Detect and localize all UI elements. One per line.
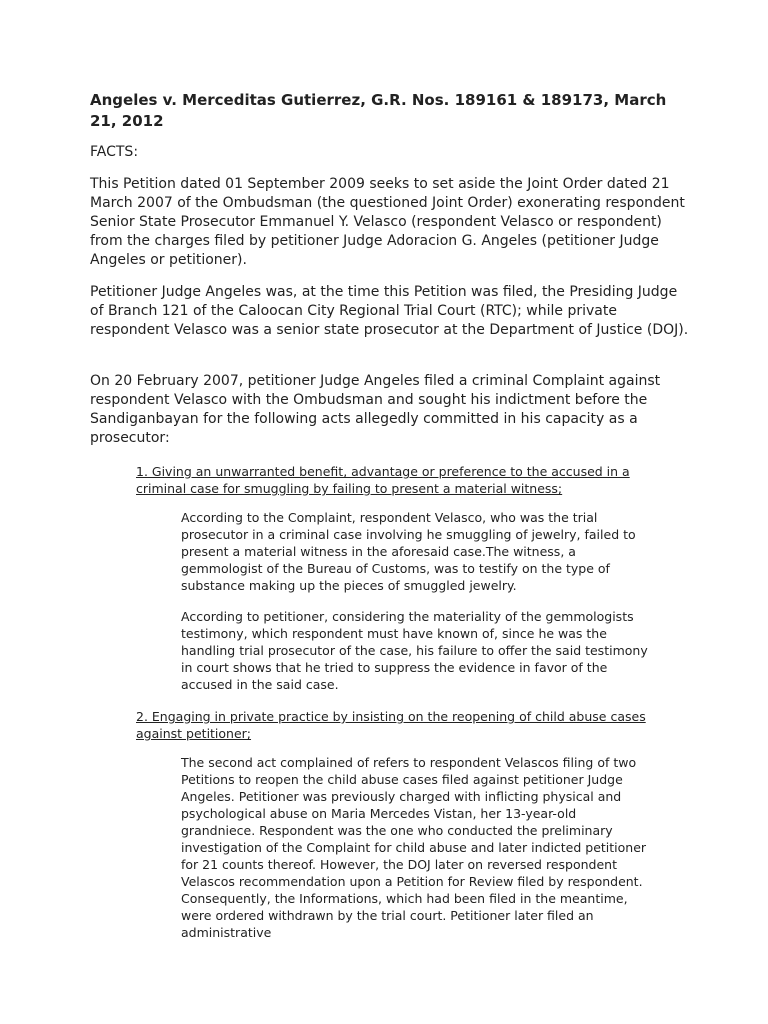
- facts-heading: FACTS:: [90, 144, 139, 160]
- item-heading-1: 1. Giving an unwarranted benefit, advantage or preference to the accused in a criminal case for smuggling by failing to present a material witness;: [136, 464, 630, 496]
- item-heading-2: 2. Engaging in private practice by insisting on the reopening of child abuse cases against petitioner;: [136, 709, 646, 741]
- paragraph-petition-summary: This Petition dated 01 September 2009 seeks to set aside the Joint Order dated 21 March 2007 of the Ombudsman (the questioned Joint Order) exonerating respondent Senior State Prosecutor Emmanuel Y. Velasco (respondent Velasco or respondent) from the charges filed by petitioner Judge Adoracion G. Angeles (petitioner Judge Angeles or petitioner).: [90, 176, 685, 268]
- item-1-paragraph-1: According to the Complaint, respondent Velasco, who was the trial prosecutor in a criminal case involving he smuggling of jewelry, failed to present a material witness in the aforesaid case.The witness, a gemmologist of the Bureau of Customs, was to testify on the type of substance making up the pieces of smuggled jewelry.: [181, 510, 636, 593]
- case-title: Angeles v. Merceditas Gutierrez, G.R. Nos. 189161 & 189173, March 21, 2012: [90, 91, 667, 130]
- paragraph-parties: Petitioner Judge Angeles was, at the time this Petition was filed, the Presiding Judge of Branch 121 of the Caloocan City Regional Trial Court (RTC); while private respondent Velasco was a senior state prosecutor at the Department of Justice (DOJ).: [90, 284, 689, 338]
- item-2-paragraph-1: The second act complained of refers to respondent Velascos filing of two Petitions to reopen the child abuse cases filed against petitioner Judge Angeles. Petitioner was previously charged with inflicting physical and psychological abuse on Maria Mercedes Vistan, her 13-year-old grandniece. Respondent was the one who conducted the preliminary investigation of the Complaint for child abuse and later indicted petitioner for 21 counts thereof. However, the DOJ later on reversed respondent Velascos recommendation upon a Petition for Review filed by respondent. Consequently, the Informations, which had been filed in the meantime, were ordered withdrawn by the trial court. Petitioner later filed an administrative: [181, 755, 647, 940]
- item-1-paragraph-2: According to petitioner, considering the materiality of the gemmologists testimony, which respondent must have known of, since he was the handling trial prosecutor of the case, his failure to offer the said testimony in court shows that he tried to suppress the evidence in favor of the accused in the said case.: [181, 609, 648, 692]
- paragraph-complaint: On 20 February 2007, petitioner Judge Angeles filed a criminal Complaint against respondent Velasco with the Ombudsman and sought his indictment before the Sandiganbayan for the following acts allegedly committed in his capacity as a prosecutor:: [90, 373, 661, 446]
